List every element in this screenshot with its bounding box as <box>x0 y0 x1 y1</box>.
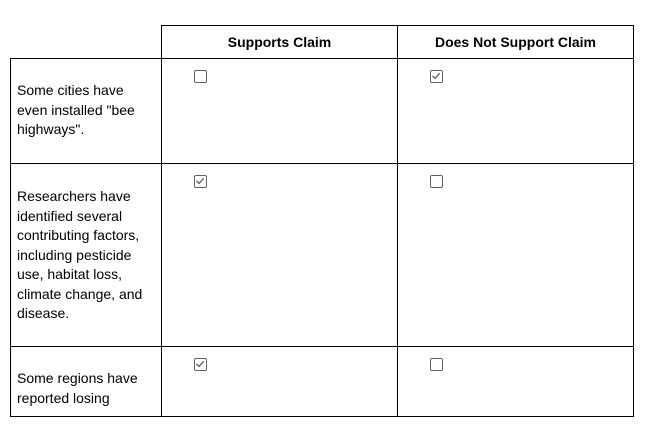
supports-checkbox[interactable] <box>194 70 207 83</box>
supports-cell <box>162 59 398 164</box>
not-supports-checkbox[interactable] <box>430 175 443 188</box>
checkbox-checked-icon <box>431 71 441 81</box>
not-supports-checkbox[interactable] <box>430 358 443 371</box>
claim-evaluation-table <box>10 25 634 417</box>
checkbox-checked-icon <box>195 176 205 186</box>
not-supports-cell <box>398 347 634 417</box>
corner-cell <box>11 26 162 59</box>
supports-cell <box>162 347 398 417</box>
table-row <box>11 164 634 347</box>
header-row <box>11 26 634 59</box>
not-supports-cell <box>398 164 634 347</box>
not-supports-cell <box>398 59 634 164</box>
statement-cell: Some cities have even installed "bee highways". <box>11 59 162 164</box>
header-does-not-support-claim: Does Not Support Claim <box>398 26 634 59</box>
table-row <box>11 347 634 417</box>
supports-checkbox[interactable] <box>194 175 207 188</box>
not-supports-checkbox[interactable] <box>430 70 443 83</box>
supports-cell <box>162 164 398 347</box>
header-supports-claim: Supports Claim <box>162 26 398 59</box>
table-row <box>11 59 634 164</box>
checkbox-checked-icon <box>195 359 205 369</box>
statement-cell: Some regions have reported losing <box>11 347 162 417</box>
statement-cell: Researchers have identified several contributing factors, including pesticide use, habitat loss, climate change, and disease. <box>11 164 162 347</box>
supports-checkbox[interactable] <box>194 358 207 371</box>
